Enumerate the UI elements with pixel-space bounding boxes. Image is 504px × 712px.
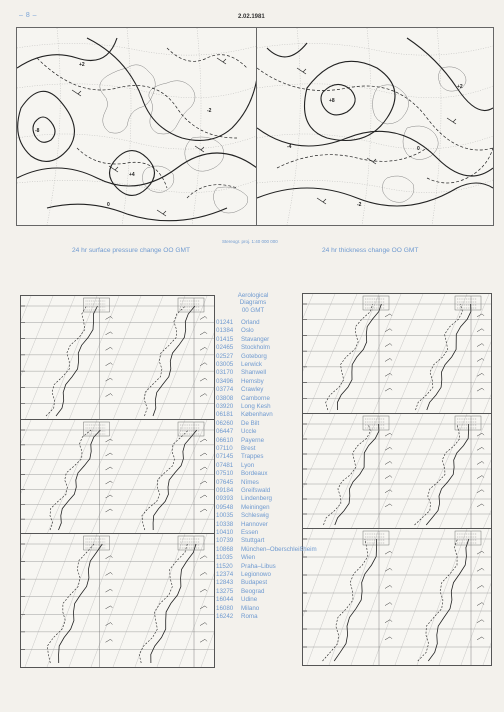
station-code: 02465 bbox=[216, 344, 234, 352]
station-name: Nîmes bbox=[241, 478, 259, 486]
aerological-station-legend bbox=[216, 292, 317, 622]
station-name: De Bilt bbox=[241, 419, 260, 427]
station-name: Udine bbox=[241, 596, 258, 604]
station-name: Hannover bbox=[241, 520, 268, 528]
station-name: Roma bbox=[241, 613, 258, 621]
station-row bbox=[216, 453, 298, 461]
station-code: 09548 bbox=[216, 503, 234, 511]
station-name: København bbox=[241, 411, 273, 419]
station-name: Milano bbox=[241, 604, 260, 612]
station-name: Oslo bbox=[241, 327, 254, 335]
station-name: Wien bbox=[241, 554, 256, 562]
station-name: Budapest bbox=[241, 579, 268, 587]
station-code: 11035 bbox=[216, 554, 233, 562]
station-row bbox=[216, 571, 298, 579]
station-row bbox=[216, 336, 298, 344]
station-code: 10338 bbox=[216, 520, 234, 528]
svg-text:-8: -8 bbox=[35, 128, 40, 134]
page-number: – 8 – bbox=[19, 12, 38, 19]
station-code: 10868 bbox=[216, 545, 234, 553]
aerological-diagram bbox=[302, 413, 492, 530]
station-code: 06610 bbox=[216, 436, 234, 444]
aerological-diagram-drawing bbox=[21, 420, 214, 534]
station-row bbox=[216, 378, 298, 386]
station-name: Stavanger bbox=[241, 335, 270, 343]
aerological-diagram-drawing bbox=[303, 529, 491, 665]
thickness-change-map-drawing bbox=[257, 28, 493, 225]
thickness-change-map bbox=[256, 27, 494, 226]
surface-pressure-change-map bbox=[16, 27, 258, 226]
station-code: 07481 bbox=[216, 461, 234, 469]
aerological-diagram-drawing bbox=[303, 294, 491, 414]
aerological-diagram-drawing bbox=[21, 534, 214, 667]
thickness-caption: 24 hr thickness change OO GMT bbox=[322, 247, 419, 254]
station-name: Praha–Libus bbox=[241, 562, 276, 570]
station-row bbox=[216, 554, 298, 562]
station-name: Orland bbox=[241, 318, 260, 326]
station-name: Stuttgart bbox=[241, 537, 265, 545]
station-name: Legionowo bbox=[241, 571, 271, 579]
svg-text:-4: -4 bbox=[287, 144, 292, 150]
station-row bbox=[216, 403, 298, 411]
station-row bbox=[216, 344, 298, 352]
station-code: 12843 bbox=[216, 579, 234, 587]
station-row bbox=[216, 437, 298, 445]
svg-text:+8: +8 bbox=[329, 98, 335, 104]
station-code: 07145 bbox=[216, 453, 234, 461]
station-code: 03170 bbox=[216, 369, 234, 377]
station-name: Payerne bbox=[241, 436, 265, 444]
station-name: Schleswig bbox=[241, 512, 269, 520]
aerological-diagram-drawing bbox=[303, 414, 491, 529]
station-name: Greifswald bbox=[241, 487, 271, 495]
aerological-diagram bbox=[302, 293, 492, 415]
station-row bbox=[216, 495, 298, 503]
station-row bbox=[216, 428, 298, 436]
station-row bbox=[216, 411, 298, 419]
station-name: Goteborg bbox=[241, 352, 267, 360]
station-name: Lerwick bbox=[241, 360, 262, 368]
station-name: Meiningen bbox=[241, 503, 270, 511]
svg-text:-2: -2 bbox=[207, 108, 212, 114]
station-name: Camborne bbox=[241, 394, 270, 402]
svg-text:-2: -2 bbox=[357, 202, 362, 208]
station-code: 16044 bbox=[216, 596, 234, 604]
station-row bbox=[216, 386, 298, 394]
station-row bbox=[216, 420, 298, 428]
station-row bbox=[216, 529, 298, 537]
station-name: Beograd bbox=[241, 587, 265, 595]
station-row bbox=[216, 327, 298, 335]
surface-pressure-change-map-drawing bbox=[17, 28, 257, 225]
station-row bbox=[216, 605, 298, 613]
station-name: Hemsby bbox=[241, 377, 264, 385]
station-row bbox=[216, 462, 298, 470]
station-code: 03005 bbox=[216, 360, 234, 368]
station-row bbox=[216, 504, 298, 512]
station-code: 07645 bbox=[216, 478, 234, 486]
station-code: 06447 bbox=[216, 428, 234, 436]
station-row bbox=[216, 579, 298, 587]
legend-title-line: Aerological bbox=[237, 292, 269, 299]
station-code: 16080 bbox=[216, 604, 234, 612]
station-name: Uccle bbox=[241, 428, 257, 436]
station-code: 06260 bbox=[216, 419, 234, 427]
station-row bbox=[216, 395, 298, 403]
station-name: Trappes bbox=[241, 453, 264, 461]
aerological-diagram bbox=[20, 295, 215, 421]
station-row bbox=[216, 487, 298, 495]
station-row bbox=[216, 479, 298, 487]
station-code: 11520 bbox=[216, 562, 233, 570]
station-row bbox=[216, 537, 298, 545]
svg-text:+2: +2 bbox=[79, 62, 85, 68]
station-row bbox=[216, 361, 298, 369]
aerological-diagram bbox=[20, 419, 215, 535]
station-code: 09393 bbox=[216, 495, 234, 503]
station-code: 03774 bbox=[216, 386, 234, 394]
surface-pressure-caption: 24 hr surface pressure change OO GMT bbox=[72, 247, 191, 254]
station-code: 10035 bbox=[216, 512, 234, 520]
station-name: Lyon bbox=[241, 461, 255, 469]
station-code: 03496 bbox=[216, 377, 234, 385]
projection-scale-caption: Stereogr. proj. 1:40 000 000 bbox=[222, 239, 278, 244]
station-code: 03808 bbox=[216, 394, 234, 402]
station-row bbox=[216, 521, 298, 529]
svg-text:0: 0 bbox=[107, 202, 110, 208]
page-date: 2.02.1981 bbox=[238, 14, 265, 20]
aerological-diagram bbox=[302, 528, 492, 666]
svg-text:+2: +2 bbox=[457, 84, 463, 90]
station-code: 03920 bbox=[216, 402, 234, 410]
station-row bbox=[216, 445, 298, 453]
station-row bbox=[216, 369, 298, 377]
svg-text:+4: +4 bbox=[129, 172, 135, 178]
station-code: 06181 bbox=[216, 411, 234, 419]
station-code: 01384 bbox=[216, 327, 234, 335]
station-row bbox=[216, 588, 298, 596]
station-code: 07510 bbox=[216, 470, 234, 478]
station-row bbox=[216, 512, 298, 520]
station-name: Long Kesh bbox=[241, 402, 271, 410]
station-code: 07110 bbox=[216, 444, 233, 452]
station-row bbox=[216, 545, 317, 554]
station-code: 10410 bbox=[216, 529, 234, 537]
station-name: Lindenberg bbox=[241, 495, 272, 503]
station-name: Bordeaux bbox=[241, 470, 268, 478]
station-code: 02527 bbox=[216, 352, 234, 360]
station-code: 16242 bbox=[216, 613, 234, 621]
station-row bbox=[216, 319, 298, 327]
legend-title-line: Diagrams bbox=[239, 299, 267, 307]
station-row bbox=[216, 596, 298, 604]
station-code: 12374 bbox=[216, 571, 234, 579]
station-row bbox=[216, 563, 298, 571]
aerological-diagram-drawing bbox=[21, 296, 214, 420]
station-name: Brest bbox=[241, 444, 256, 452]
legend-title-line: 00 GMT bbox=[241, 306, 265, 314]
station-row bbox=[216, 613, 298, 621]
legend-title bbox=[216, 292, 298, 314]
station-row bbox=[216, 353, 298, 361]
station-code: 09184 bbox=[216, 487, 234, 495]
station-list bbox=[216, 318, 317, 622]
station-name: Crawley bbox=[241, 386, 264, 394]
station-code: 10739 bbox=[216, 537, 234, 545]
station-code: 01415 bbox=[216, 335, 234, 343]
aerological-diagram bbox=[20, 533, 215, 668]
svg-text:0: 0 bbox=[417, 146, 420, 152]
station-name: Shanwell bbox=[241, 369, 267, 377]
station-name: Essen bbox=[241, 529, 259, 537]
station-code: 13275 bbox=[216, 587, 234, 595]
station-code: 01241 bbox=[216, 318, 234, 326]
station-row bbox=[216, 470, 298, 478]
station-name: Stockholm bbox=[241, 344, 270, 352]
station-name: München–Oberschleißheim bbox=[241, 545, 317, 553]
